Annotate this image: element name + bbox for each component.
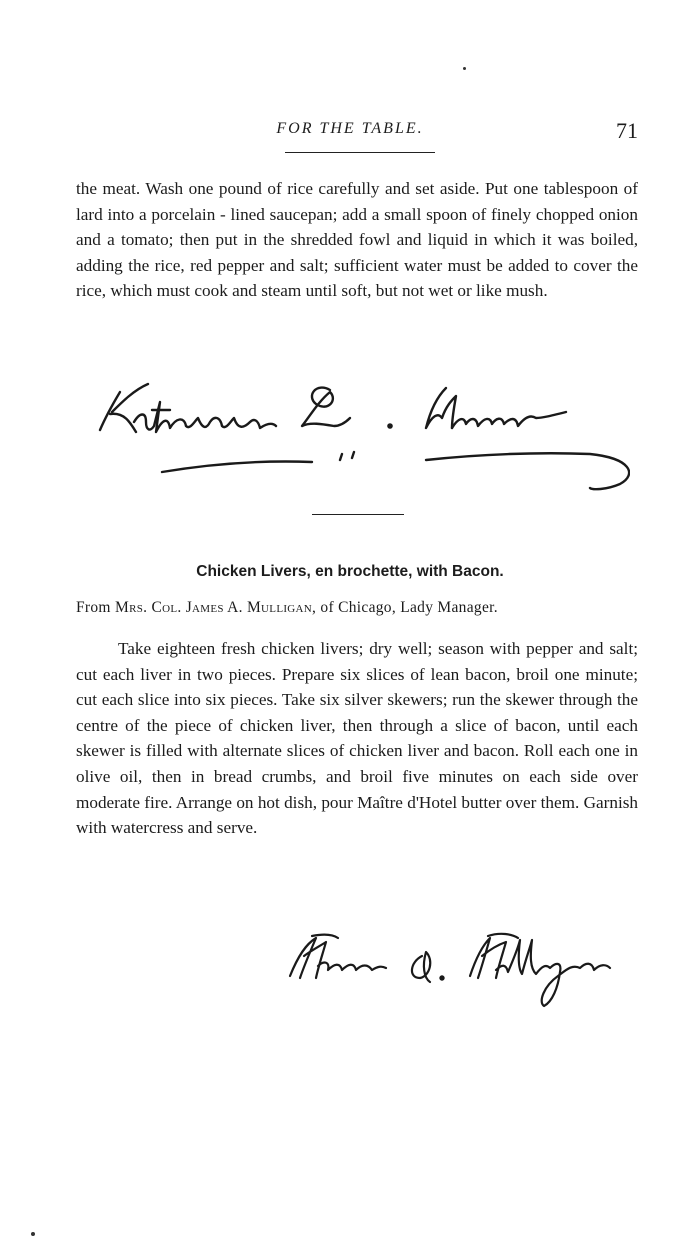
signature-marian-mulligan <box>282 926 642 1016</box>
recipe-title: Chicken Livers, en brochette, with Bacon. <box>196 563 504 580</box>
attribution-place: of Chicago, Lady Manager. <box>320 599 498 616</box>
page-number: 71 <box>616 118 638 143</box>
recipe-continuation-text: the meat. Wash one pound of rice carefully and set aside. Put one tablespoon of lard into a porcelain - lined saucepan; add a small spoon of finely chopped onion and a tomato; then put in the shredded fowl and liquid in which it was boiled, adding the rice, red pepper and salt; sufficient water must be added to cover the rice, which must cook and steam until soft, but not wet or like mush. <box>76 179 638 301</box>
signature-katharine-minor <box>90 372 630 512</box>
attribution-from: From <box>76 599 111 616</box>
running-head: FOR THE TABLE. <box>276 120 424 137</box>
header-rule <box>285 152 435 153</box>
recipe-attribution <box>76 599 656 617</box>
print-speck <box>31 1232 35 1236</box>
page-header <box>0 118 700 148</box>
print-speck <box>463 67 466 70</box>
recipe-body: Take eighteen fresh chicken livers; dry well; season with pepper and salt; cut each liver in two pieces. Prepare six slices of lean bacon, broil one minute; cut each slice into six pieces. Take six silver skewers; run the skewer through the centre of the piece of chicken liver, then through a slice of bacon, until each skewer is filled with alternate slices of chicken liver and bacon. Roll each one in olive oil, then in bread crumbs, and broil five minutes on each side over moderate fire. Arrange on hot dish, pour Maître d'Hotel butter over them. Garnish with watercress and serve. <box>76 639 639 838</box>
attribution-name: Mrs. Col. James A. Mulligan, <box>114 599 317 616</box>
section-divider <box>312 514 404 515</box>
